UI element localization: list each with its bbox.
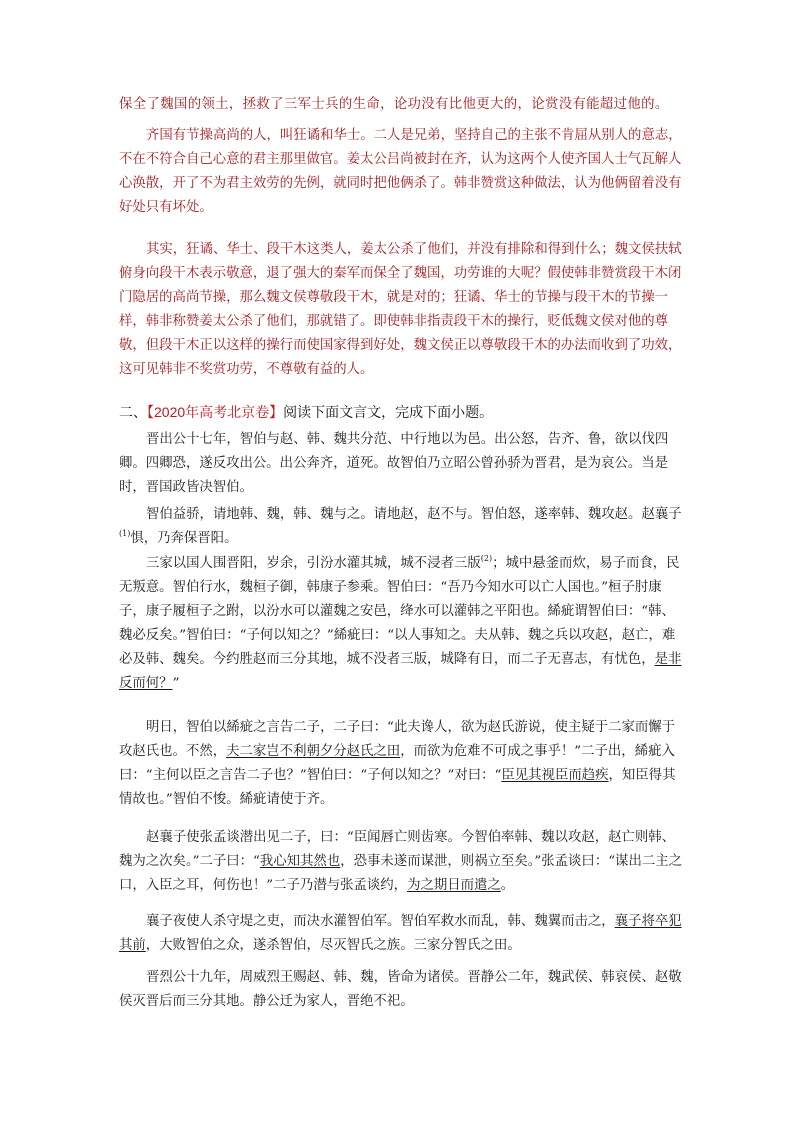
passage-text: 。 [500, 878, 515, 893]
passage-text: ，大败智伯之众，遂杀智伯，尽灭智氏之族。三家分智氏之田。 [145, 938, 521, 953]
underlined-sentence: 夫二家岂不利朝夕分赵氏之田 [226, 744, 401, 759]
question-number: 二、 [119, 404, 147, 420]
question-instruction: 阅读下面文言文，完成下面小题。 [283, 404, 494, 420]
underlined-sentence: 襄子将卒犯其前 [119, 914, 682, 953]
passage-text: ，知臣得其情故也。”智伯不悛。絺疵请使于齐。 [119, 768, 676, 807]
underlined-sentence: 是非反而何？ [119, 652, 682, 691]
passage-text: 三家以国人围晋阳，岁余，引汾水灌其城，城不浸者三版 [146, 556, 481, 571]
passage-paragraph-7: 晋烈公十九年，周威烈王赐赵、韩、魏，皆命为诸侯。晋静公二年，魏武侯、韩哀侯、赵敬侯灭晋后而三分其地。静公迁为家人，晋绝不祀。 [119, 970, 682, 1009]
passage-text: ” [172, 676, 180, 691]
passage-text: 惧，乃奔保晋阳。 [130, 531, 238, 546]
translation-paragraph-3: 其实，狂谲、华士、段干木这类人，姜太公杀了他们，并没有排除和得到什么；魏文侯扶轼俯身向段干木表示敬意，退了强大的秦军而保全了魏国，功劳谁的大呢？假使韩非赞赏段干木闭门隐居的高尚节操，那么魏文侯尊敬段干木，就是对的；狂谲、华士的节操与段干木的节操一样，韩非称赞姜太公杀了他们，那就错了。即使韩非指责段干木的操行，贬低魏文侯对他的尊敬，但段干木正以这样的操行而使国家得到好处，魏文侯正以尊敬段干木的办法而收到了功效，这可见韩非不奖赏功劳，不尊敬有益的人。 [119, 242, 682, 377]
question-heading [119, 400, 493, 424]
footnote-marker: (1) [119, 529, 131, 538]
passage-paragraph-4 [119, 716, 684, 812]
passage-text: ；城中悬釜而炊，易子而食，民无叛意。智伯行水，魏桓子御，韩康子参乘。智伯曰：“吾乃今知水可以亡人国也。”桓子肘康子，康子履桓子之跗，以汾水可以灌魏之安邑，绛水可以灌韩之平阳也。絺疵谓智伯曰：“韩、魏必反矣。”智伯曰：“子何以知之？”絺疵曰：“以人事知之。夫从韩、魏之兵以攻赵，赵亡，难必及韩、魏矣。今约胜赵而三分其地，城不没者三版，城降有日，而二子无喜志，有忧色， [119, 556, 680, 667]
passage-text: 襄子夜使人杀守堤之吏，而决水灌智伯军。智伯军救水而乱，韩、魏翼而击之， [146, 914, 615, 929]
passage-paragraph-1: 晋出公十七年，智伯与赵、韩、魏共分范、中行地以为邑。出公怒，告齐、鲁，欲以伐四卿。四卿恐，遂反攻出公。出公奔齐，道死。故智伯乃立昭公曾孙骄为晋君，是为哀公。当是时，晋国政皆决智伯。 [119, 432, 669, 495]
translation-paragraph-2: 齐国有节操高尚的人，叫狂谲和华士。二人是兄弟，坚持自己的主张不肯屈从别人的意志，不在不符合自己心意的君主那里做官。姜太公吕尚被封在齐，认为这两个人使齐国人士气瓦解人心涣散，开了不为君主效劳的先例，就同时把他俩杀了。韩非赞赏这种做法，认为他俩留着没有好处只有坏处。 [119, 128, 682, 215]
passage-text: ，恐事未遂而谋泄，则祸立至矣。”张孟谈曰：“谋出二主之口，入臣之耳，何伤也！”二子乃潜与张孟谈约， [119, 854, 683, 893]
translation-paragraph-1: 保全了魏国的领土，拯救了三军士兵的生命，论功没有比他更大的，论赏没有能超过他的。 [119, 97, 669, 112]
passage-text: 智伯益骄，请地韩、魏，韩、魏与之。请地赵，赵不与。智伯怒，遂率韩、魏攻赵。赵襄子 [146, 507, 682, 522]
passage-text: 赵襄子使张孟谈潜出见二子，曰：“臣闻唇亡则齿寒。今智伯率韩、魏以攻赵，赵亡则韩、魏为之次矣。”二子曰：“ [119, 830, 676, 869]
passage-paragraph-2 [119, 503, 684, 551]
underlined-sentence: 我心知其然也 [259, 854, 341, 869]
passage-text: 明日，智伯以絺疵之言告二子，二子曰：“此夫谗人，欲为赵氏游说，使主疑于二家而懈于攻赵氏也。不然， [119, 720, 676, 759]
footnote-marker: (2) [480, 554, 493, 563]
passage-text: ，而欲为危难不可成之事乎！”二子出，絺疵入曰：“主何以臣之言告二子也？”智伯曰：“子何以知之？”对曰：“ [119, 744, 675, 783]
passage-paragraph-5 [119, 826, 684, 898]
underlined-sentence: 为之期日而遣之 [407, 878, 501, 893]
underlined-sentence: 臣见其视臣而趋疾 [501, 768, 609, 783]
passage-paragraph-3 [119, 552, 684, 696]
passage-paragraph-6 [119, 910, 684, 958]
exam-source-tag: 【2020年高考北京卷】 [147, 404, 284, 420]
